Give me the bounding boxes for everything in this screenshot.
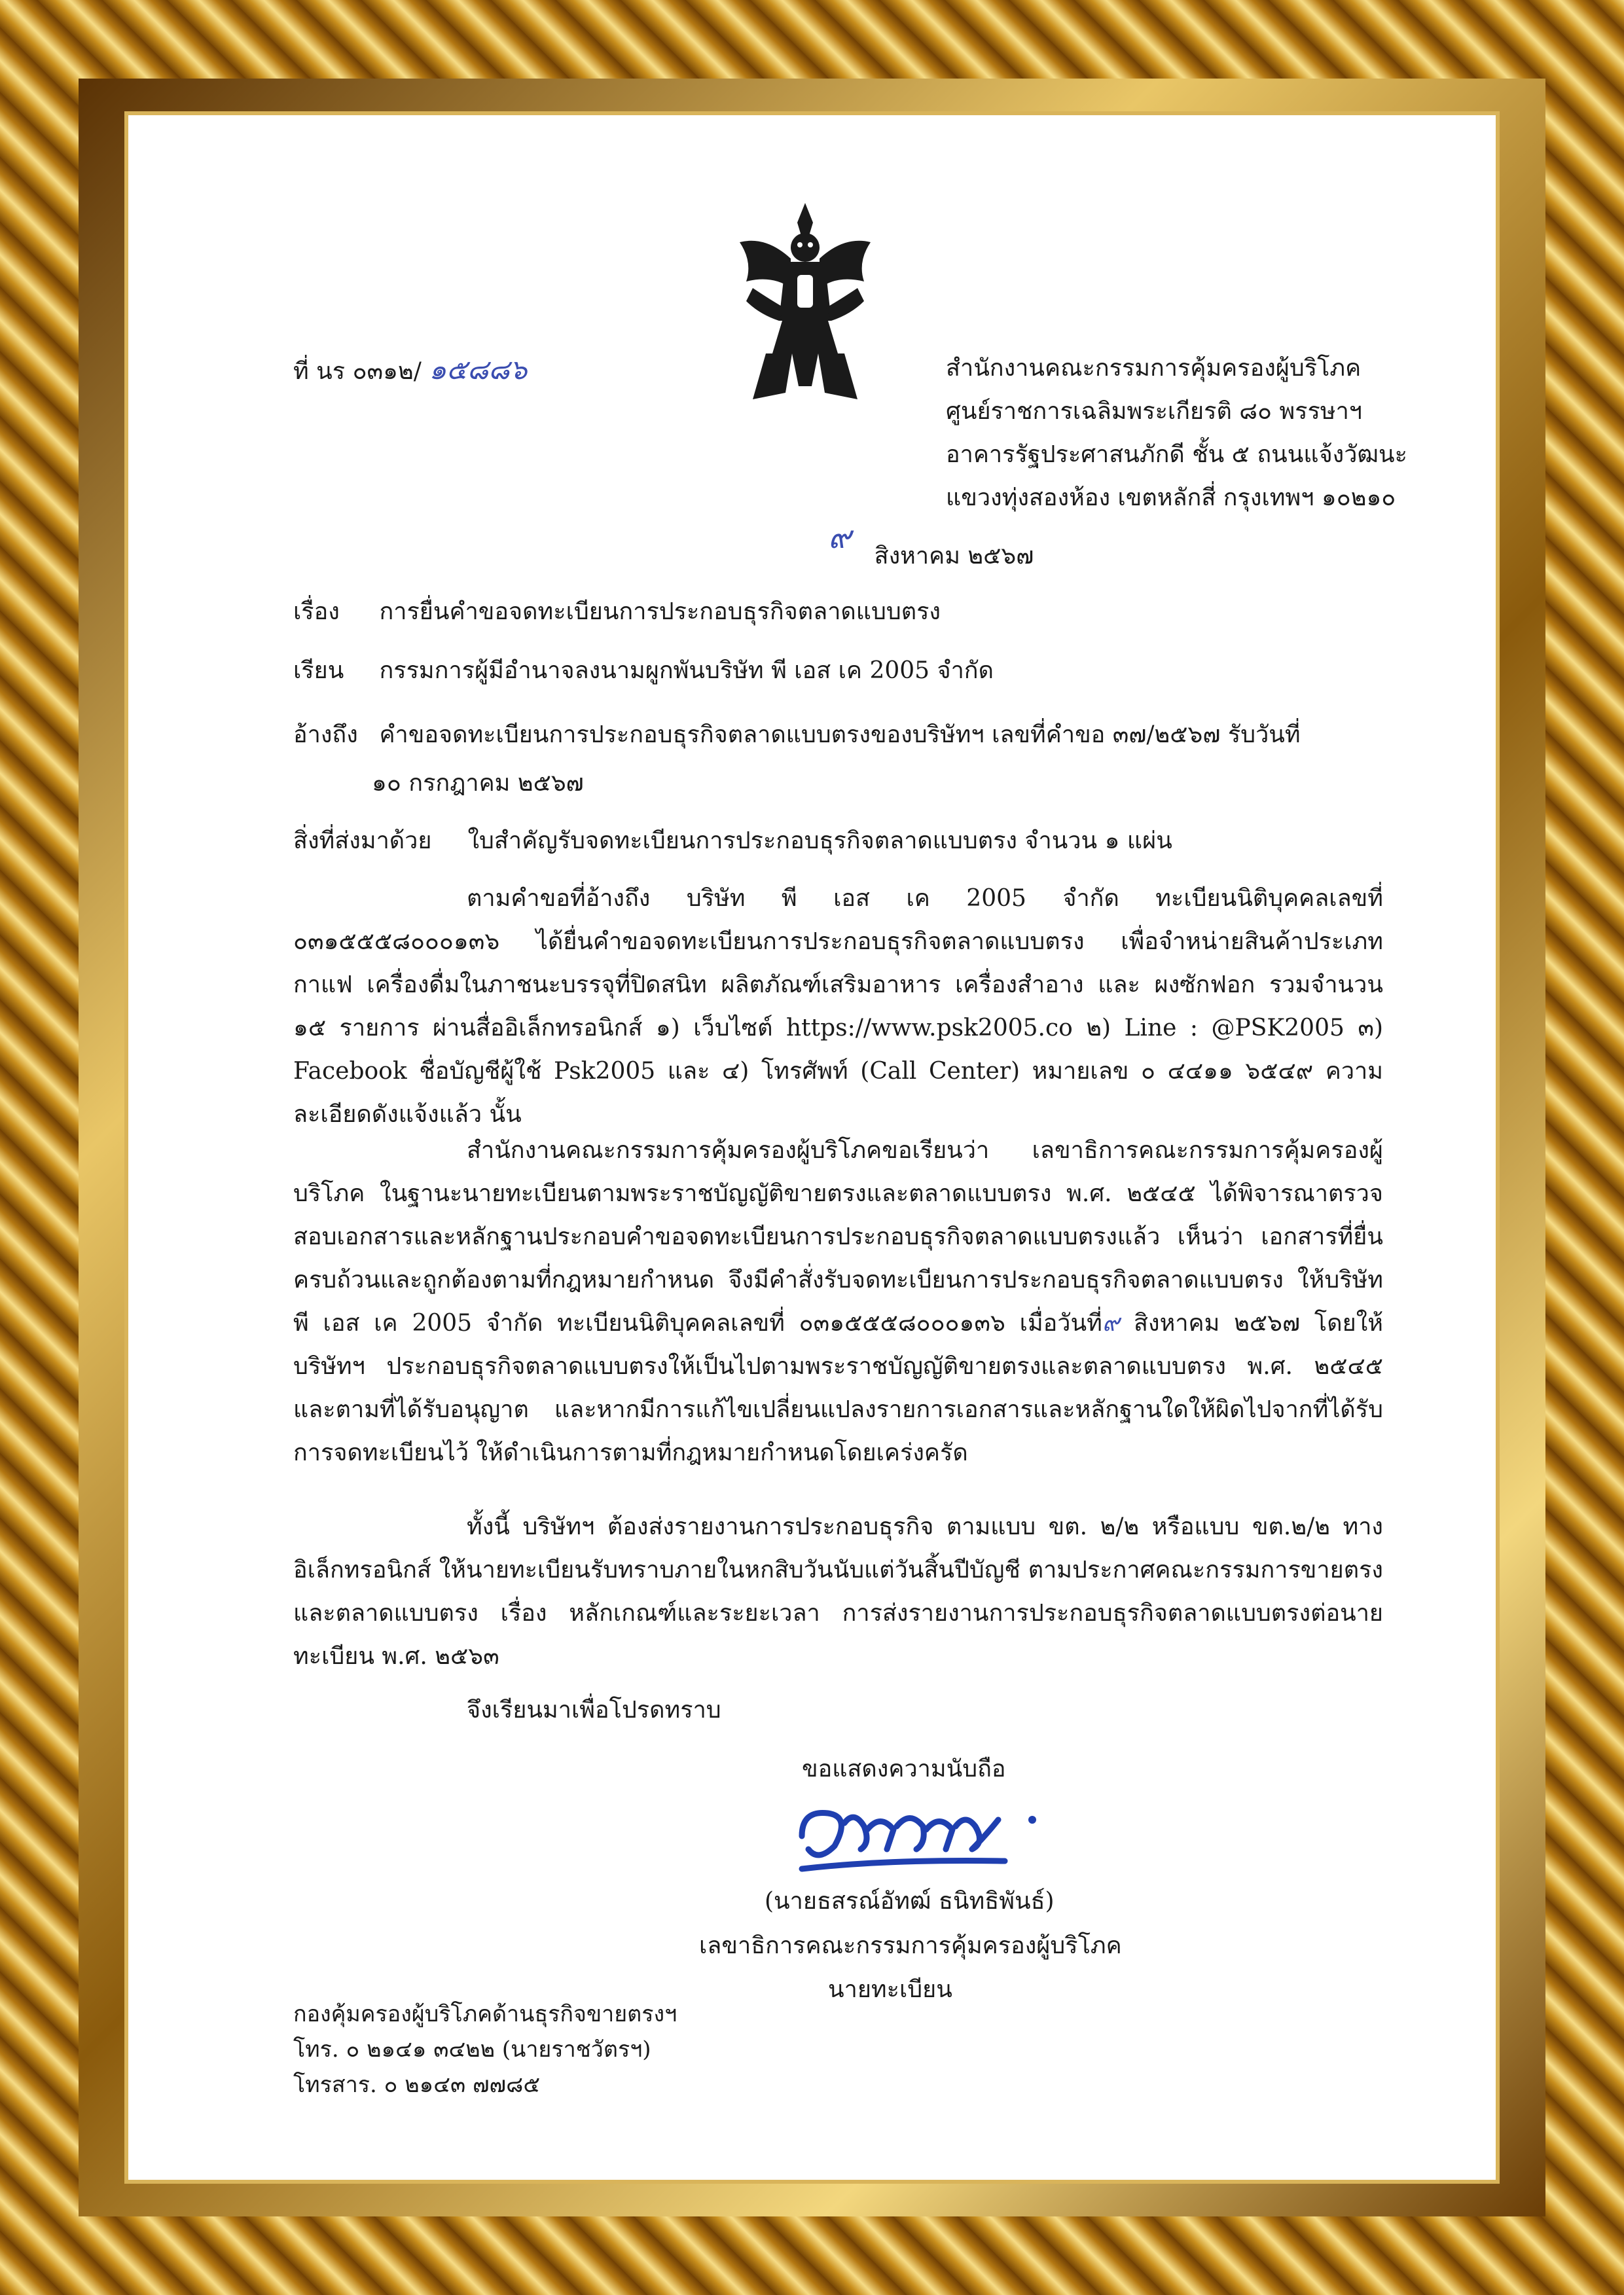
closing-request: จึงเรียนมาเพื่อโปรดทราบ bbox=[467, 1697, 721, 1724]
paragraph-2-day-handwritten: ๙ bbox=[1102, 1310, 1120, 1337]
subject-label: เรื่อง bbox=[293, 598, 340, 625]
letter-date bbox=[828, 519, 1034, 573]
body-paragraph-3: ทั้งนี้ บริษัทฯ ต้องส่งรายงานการประกอบธุรกิจ ตามแบบ ขต. ๒/๒ หรือแบบ ขต.๒/๒ ทางอิเล็กทรอนิกส์ ให้นายทะเบียนรับทราบภายในหกสิบวันนับแต่วันสิ้นปีบัญชี ตามประกาศคณะกรรมการขายตรงและตลาดแบบตรง เรื่อง หลักเกณฑ์และระยะเวลา การส่งรายงานการประกอบธุรกิจตลาดแบบตรงต่อนายทะเบียน พ.ศ. ๒๕๖๓ bbox=[293, 1513, 1383, 1670]
enclosure-text: ใบสำคัญรับจดทะเบียนการประกอบธุรกิจตลาดแบบตรง จำนวน ๑ แผ่น bbox=[467, 827, 1172, 854]
handwritten-signature bbox=[789, 1797, 1064, 1882]
sender-line: ศูนย์ราชการเฉลิมพระเกียรติ ๘๐ พรรษาฯ bbox=[946, 398, 1363, 425]
recipient-text: กรรมการผู้มีอำนาจลงนามผูกพันบริษัท พี เอส เค 2005 จำกัด bbox=[379, 657, 994, 684]
garuda-emblem-icon bbox=[727, 196, 884, 406]
body-paragraph-2 bbox=[293, 1129, 1383, 1475]
reference-text-line1: คำขอจดทะเบียนการประกอบธุรกิจตลาดแบบตรงของบริษัทฯ เลขที่คำขอ ๓๗/๒๕๖๗ รับวันที่ bbox=[379, 721, 1301, 748]
reference-number bbox=[293, 353, 527, 388]
sender-address bbox=[946, 347, 1407, 520]
sender-line: แขวงทุ่งสองห้อง เขตหลักสี่ กรุงเทพฯ ๑๐๒๑๐ bbox=[946, 484, 1396, 511]
footer-line: โทรสาร. ๐ ๒๑๔๓ ๗๗๘๕ bbox=[293, 2072, 541, 2098]
enclosure-row bbox=[293, 825, 1172, 858]
reference-text-line2: ๑๐ กรกฎาคม ๒๕๖๗ bbox=[372, 770, 584, 797]
signer-name: (นายธสรณ์อัทฒ์ ธนิทธิพันธ์) bbox=[765, 1888, 1055, 1915]
subject-text: การยื่นคำขอจดทะเบียนการประกอบธุรกิจตลาดแบบตรง bbox=[379, 598, 941, 625]
recipient-row bbox=[293, 655, 994, 687]
sender-line: สำนักงานคณะกรรมการคุ้มครองผู้บริโภค bbox=[946, 355, 1362, 382]
date-day-handwritten: ๙ bbox=[828, 519, 852, 556]
reference-number-handwritten: ๑๕๘๘๖ bbox=[429, 353, 528, 386]
reference-row bbox=[293, 719, 1301, 751]
body-paragraph-1: ตามคำขอที่อ้างถึง บริษัท พี เอส เค 2005 จำกัด ทะเบียนนิติบุคคลเลขที่ ๐๓๑๕๕๕๘๐๐๐๑๓๖ ได้ยื่นคำขอจดทะเบียนการประกอบธุรกิจตลาดแบบตรง เพื่อจำหน่ายสินค้าประเภทกาแฟ เครื่องดื่มในภาชนะบรรจุที่ปิดสนิท ผลิตภัณฑ์เสริมอาหาร เครื่องสำอาง และ ผงซักฟอก รวมจำนวน ๑๕ รายการ ผ่านสื่ออิเล็กทรอนิกส์ ๑) เว็บไซต์ https://www.psk2005.co ๒) Line : @PSK2005 ๓) Facebook ชื่อบัญชีผู้ใช้ Psk2005 และ ๔) โทรศัพท์ (Call Center) หมายเลข ๐ ๔๔๑๑ ๖๕๔๙ ความละเอียดดังแจ้งแล้ว นั้น bbox=[293, 885, 1383, 1128]
footer-line: กองคุ้มครองผู้บริโภคด้านธุรกิจขายตรงฯ bbox=[293, 2001, 677, 2027]
paragraph-2-part-a: สำนักงานคณะกรรมการคุ้มครองผู้บริโภคขอเรียนว่า เลขาธิการคณะกรรมการคุ้มครองผู้บริโภค ในฐานะนายทะเบียนตามพระราชบัญญัติขายตรงและตลาดแบบตรง พ.ศ. ๒๕๔๕ ได้พิจารณาตรวจสอบเอกสารและหลักฐานประกอบคำขอจดทะเบียนการประกอบธุรกิจตลาดแบบตรงแล้ว เห็นว่า เอกสารที่ยื่นครบถ้วนและถูกต้องตามที่กฎหมายกำหนด จึงมีคำสั่งรับจดทะเบียนการประกอบธุรกิจตลาดแบบตรง ให้บริษัท พี เอส เค 2005 จำกัด ทะเบียนนิติบุคคลเลขที่ ๐๓๑๕๕๕๘๐๐๐๑๓๖ เมื่อวันที่ bbox=[293, 1137, 1383, 1337]
signer-title: เลขาธิการคณะกรรมการคุ้มครองผู้บริโภค bbox=[699, 1932, 1122, 1959]
date-month-year: สิงหาคม ๒๕๖๗ bbox=[874, 543, 1034, 569]
footer-line: โทร. ๐ ๒๑๔๑ ๓๔๒๒ (นายราชวัตรฯ) bbox=[293, 2036, 651, 2063]
paragraph-2-part-b: สิงหาคม ๒๕๖๗ โดยให้บริษัทฯ ประกอบธุรกิจตลาดแบบตรงให้เป็นไปตามพระราชบัญญัติขายตรงและตลาดแบบตรง พ.ศ. ๒๕๔๕ และตามที่ได้รับอนุญาต และหากมีการแก้ไขเปลี่ยนแปลงรายการเอกสารและหลักฐานใดให้ผิดไปจากที่ได้รับการจดทะเบียนไว้ ให้ดำเนินการตามที่กฎหมายกำหนดโดยเคร่งครัด bbox=[293, 1310, 1384, 1466]
footer-contact bbox=[293, 1997, 677, 2103]
sender-line: อาคารรัฐประศาสนภักดี ชั้น ๕ ถนนแจ้งวัฒนะ bbox=[946, 441, 1407, 468]
reference-label: อ้างถึง bbox=[293, 721, 358, 748]
enclosure-label: สิ่งที่ส่งมาด้วย bbox=[293, 827, 432, 854]
subject-row bbox=[293, 596, 941, 628]
reference-prefix: ที่ นร ๐๓๑๒/ bbox=[293, 358, 422, 385]
signer-role: นายทะเบียน bbox=[828, 1976, 952, 2003]
closing-salutation: ขอแสดงความนับถือ bbox=[802, 1756, 1006, 1782]
recipient-label: เรียน bbox=[293, 657, 344, 684]
